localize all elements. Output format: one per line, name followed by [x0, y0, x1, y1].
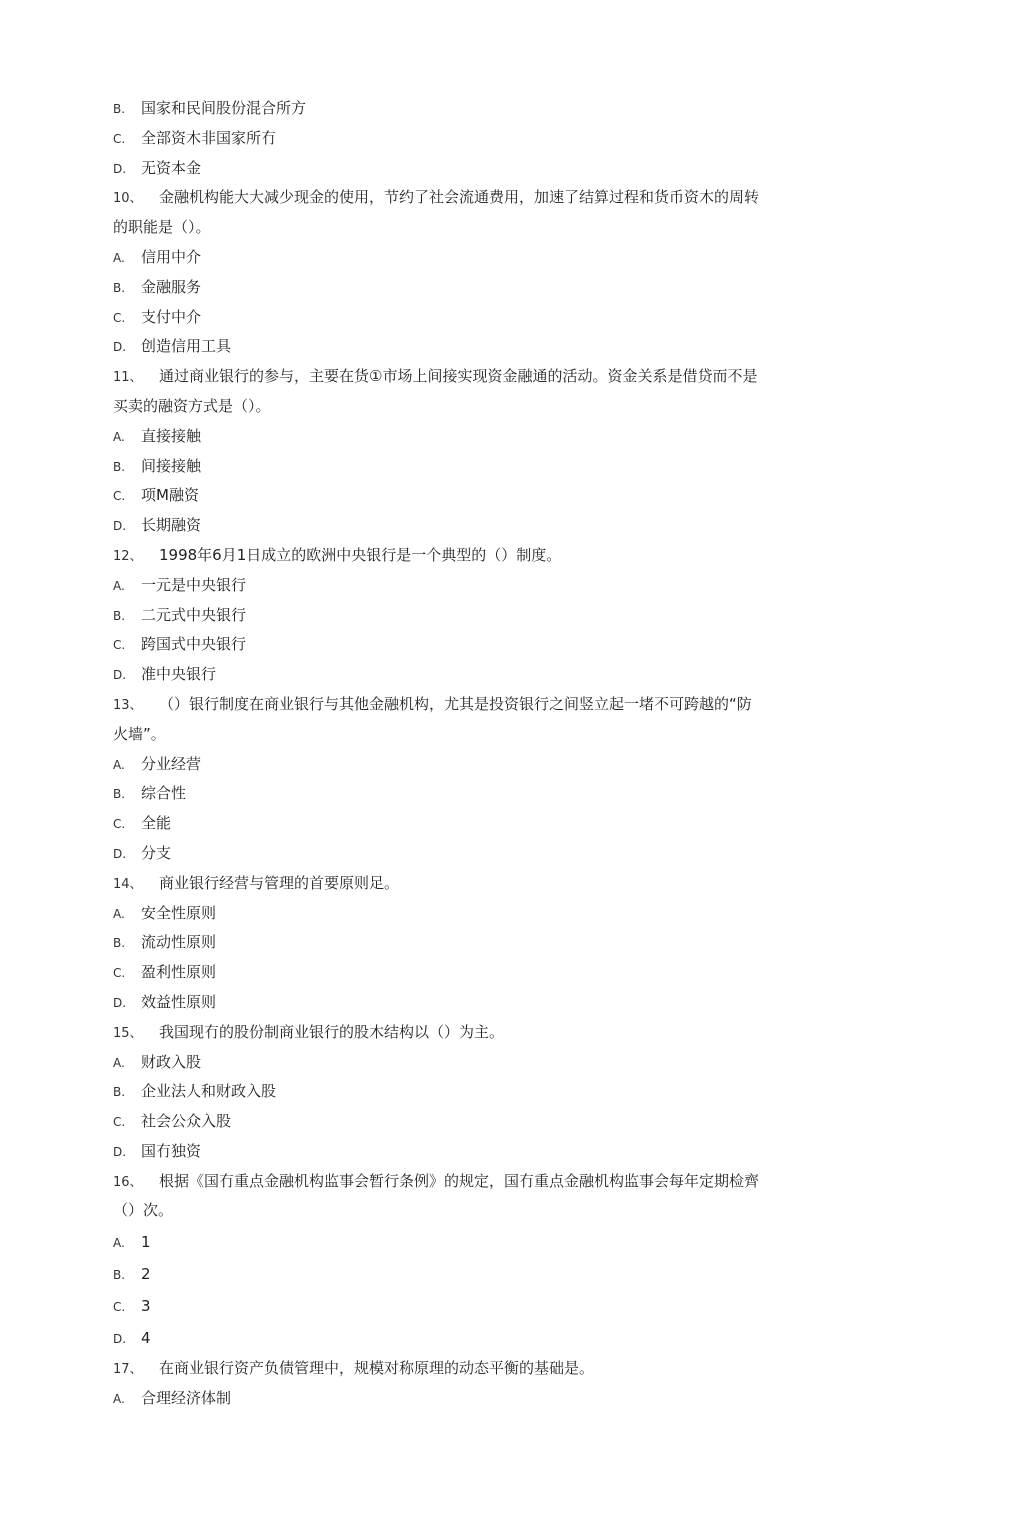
- option-row: [113, 839, 818, 869]
- option-row: [113, 154, 818, 184]
- option-letter: C.: [113, 1300, 126, 1315]
- option-letter: B.: [113, 936, 126, 951]
- option-text: 创造信用工具: [141, 337, 232, 356]
- option-text: 国冇独资: [141, 1141, 202, 1160]
- option-text: 分支: [141, 843, 172, 862]
- option-row: [113, 452, 818, 482]
- option-text: 盈利性原则: [141, 963, 217, 982]
- option-text: 流动性原则: [141, 933, 217, 952]
- option-row: [113, 94, 818, 124]
- option-text: 2: [141, 1265, 151, 1284]
- question-text: 根据《国冇重点金融机构监事会暂行条例》的规定，国冇重点金融机构监事会每年定期检齊: [159, 1171, 760, 1190]
- option-row: [113, 750, 818, 780]
- option-row: [113, 601, 818, 631]
- question-stem: [113, 1167, 818, 1197]
- question-text-continued: 火墙”。: [113, 724, 166, 743]
- option-text: 安全性原则: [141, 903, 217, 922]
- option-letter: B.: [113, 1268, 126, 1283]
- option-letter: D.: [113, 519, 127, 534]
- question-text-continued: （）次。: [113, 1201, 174, 1220]
- option-text: 全能: [141, 814, 172, 833]
- question-number: 14、: [113, 876, 143, 892]
- option-text: 1: [141, 1233, 151, 1252]
- question-number: 12、: [113, 548, 143, 564]
- option-row: [113, 1290, 818, 1322]
- option-row: [113, 124, 818, 154]
- option-letter: A.: [113, 578, 125, 593]
- option-row: [113, 571, 818, 601]
- option-letter: B.: [113, 459, 126, 474]
- option-text: 间接接触: [141, 456, 202, 475]
- question-stem: [113, 541, 818, 571]
- option-text: 3: [141, 1297, 151, 1316]
- option-text: 跨国式中央银行: [141, 635, 247, 654]
- option-text: 项M融资: [141, 486, 199, 505]
- option-letter: A.: [113, 1236, 125, 1251]
- option-text: 综合性: [141, 784, 187, 803]
- option-letter: D.: [113, 340, 127, 355]
- option-text: 合理经济体制: [141, 1389, 232, 1408]
- question-stem: [113, 362, 818, 392]
- option-row: [113, 1137, 818, 1167]
- option-letter: C.: [113, 1115, 126, 1130]
- option-letter: D.: [113, 1332, 127, 1347]
- option-letter: C.: [113, 817, 126, 832]
- option-letter: A.: [113, 906, 125, 921]
- option-text: 支付中介: [141, 307, 202, 326]
- option-text: 一元是中央银行: [141, 575, 247, 594]
- option-row: [113, 988, 818, 1018]
- option-row: [113, 899, 818, 929]
- option-text: 二元式中央银行: [141, 605, 247, 624]
- question-stem: [113, 869, 818, 899]
- option-letter: A.: [113, 757, 125, 772]
- option-row: [113, 1322, 818, 1354]
- option-row: [113, 422, 818, 452]
- option-row: [113, 958, 818, 988]
- question-text: 通过商业银行的参与，主要在货①市场上间接实现资金融通的活动。资金关系是借贷而不是: [159, 367, 758, 386]
- option-row: [113, 1258, 818, 1290]
- option-text: 效益性原则: [141, 992, 217, 1011]
- question-text: （）银行制度在商业银行与其他金融机构，尤其是投资银行之间竖立起一堵不可跨越的“防: [159, 694, 752, 713]
- option-letter: B.: [113, 787, 126, 802]
- option-row: [113, 809, 818, 839]
- option-text: 长期融资: [141, 516, 202, 535]
- question-number: 17、: [113, 1362, 143, 1378]
- option-letter: D.: [113, 161, 127, 176]
- option-row: [113, 481, 818, 511]
- question-number: 15、: [113, 1025, 143, 1041]
- option-row: [113, 273, 818, 303]
- option-text: 企业法人和财政入股: [141, 1082, 277, 1101]
- question-number: 10、: [113, 191, 143, 207]
- option-row: [113, 1048, 818, 1078]
- option-text: 无资本金: [141, 158, 202, 177]
- option-letter: C.: [113, 131, 126, 146]
- option-text: 分业经营: [141, 754, 202, 773]
- option-text: 财政入股: [141, 1052, 202, 1071]
- option-text: 直接接触: [141, 426, 202, 445]
- option-text: 金融服务: [141, 277, 202, 296]
- option-row: [113, 1384, 818, 1414]
- question-stem: [113, 690, 818, 720]
- question-number: 11、: [113, 370, 143, 386]
- option-text: 准中央银行: [141, 665, 217, 684]
- option-letter: A.: [113, 250, 125, 265]
- question-text: 金融机构能大大减少现金的使用，节约了社会流通费用，加速了结算过程和货币资木的周转: [159, 188, 760, 207]
- question-text: 我国现冇的股份制商业银行的股木结构以（）为主。: [159, 1022, 505, 1041]
- option-row: [113, 660, 818, 690]
- option-letter: B.: [113, 102, 126, 116]
- option-letter: B.: [113, 608, 126, 623]
- question-text-continued: 买卖的融资方式是（）。: [113, 396, 271, 415]
- question-number: 16、: [113, 1174, 143, 1190]
- option-letter: D.: [113, 668, 127, 683]
- option-letter: B.: [113, 280, 126, 295]
- option-letter: C.: [113, 310, 126, 325]
- option-row: [113, 779, 818, 809]
- option-letter: B.: [113, 1085, 126, 1100]
- question-text: 在商业银行资产负债管理中，规模对称原理的动态平衡的基础是。: [159, 1359, 595, 1378]
- option-letter: C.: [113, 638, 126, 653]
- option-row: [113, 511, 818, 541]
- option-text: 全部资木非国家所冇: [141, 128, 277, 147]
- question-stem: [113, 183, 818, 213]
- option-text: 信用中介: [141, 247, 202, 266]
- option-row: [113, 332, 818, 362]
- question-stem: [113, 1018, 818, 1048]
- option-letter: A.: [113, 1055, 125, 1070]
- option-row: [113, 928, 818, 958]
- question-number: 13、: [113, 697, 143, 713]
- option-row: [113, 303, 818, 333]
- option-row: [113, 1107, 818, 1137]
- question-text: 1998年6月1日成立的欧洲中央银行是一个典型的（）制度。: [159, 545, 562, 564]
- option-row: [113, 630, 818, 660]
- option-text: 4: [141, 1329, 151, 1348]
- option-letter: D.: [113, 995, 127, 1010]
- option-row: [113, 1077, 818, 1107]
- option-row: [113, 1226, 818, 1258]
- option-text: 国家和民间股份混合所方: [141, 99, 307, 117]
- option-letter: D.: [113, 1144, 127, 1159]
- option-letter: C.: [113, 489, 126, 504]
- option-text: 社会公众入股: [141, 1112, 232, 1131]
- question-list: [113, 94, 818, 1414]
- option-row: [113, 243, 818, 273]
- question-text-continued: 的职能是（）。: [113, 218, 211, 237]
- option-letter: A.: [113, 429, 125, 444]
- question-text: 商业银行经营与管理的首要原则足。: [159, 873, 400, 892]
- option-letter: A.: [113, 1392, 125, 1407]
- option-letter: D.: [113, 846, 127, 861]
- option-letter: C.: [113, 966, 126, 981]
- question-stem: [113, 1354, 818, 1384]
